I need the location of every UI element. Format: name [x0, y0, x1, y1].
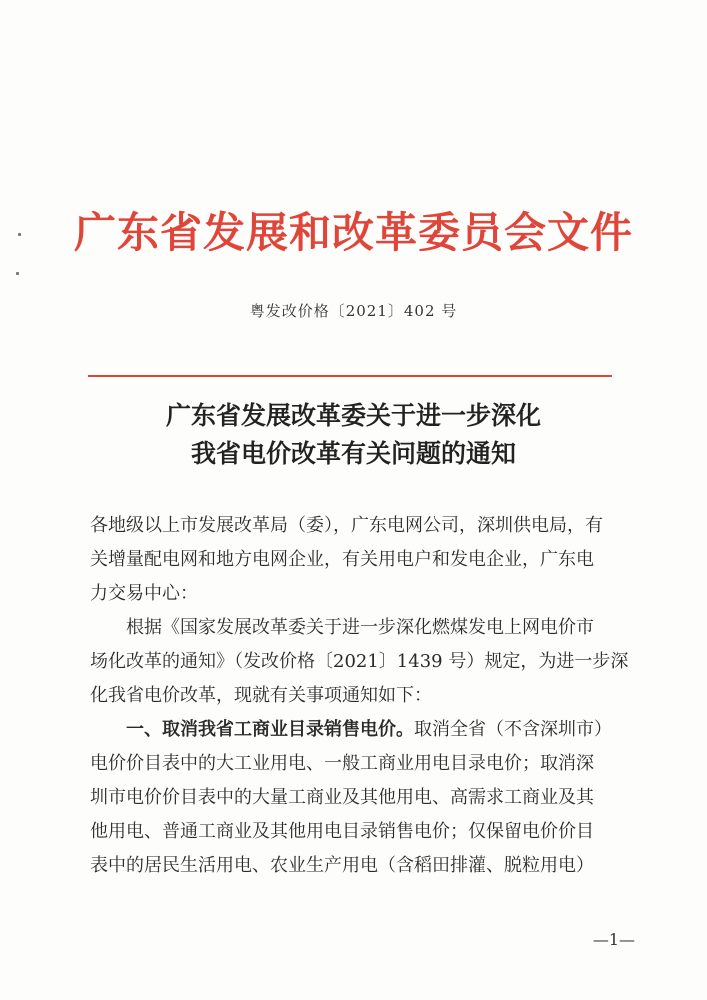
- paragraph-line: 化我省电价改革，现就有关事项通知如下：: [90, 685, 432, 706]
- page-number: —1—: [592, 930, 635, 949]
- notice-title-line-2: 我省电价改革有关问题的通知: [190, 439, 516, 468]
- red-separator-line: [88, 375, 612, 377]
- section-1-first-line: [90, 713, 634, 747]
- notice-title-line-1: 广东省发展改革委关于进一步深化: [165, 401, 541, 430]
- body-text: [90, 509, 634, 883]
- paragraph-line: 场化改革的通知》（发改价格〔2021〕1439 号）规定，为进一步深: [90, 651, 629, 672]
- scan-speck: [16, 272, 19, 275]
- paragraph-line: 根据《国家发展改革委关于进一步深化燃煤发电上网电价市: [126, 617, 594, 638]
- notice-title: [0, 397, 707, 473]
- addressee-line: 关增量配电网和地方电网企业，有关用电户和发电企业，广东电: [90, 549, 594, 570]
- addressee-line: 力交易中心：: [90, 583, 198, 604]
- section-1-first-line-rest: 取消全省（不含深圳市）: [414, 719, 612, 740]
- issuing-authority-title: 广东省发展和改革委员会文件: [73, 208, 633, 257]
- document-number: 粤发改价格〔2021〕402 号: [249, 302, 458, 320]
- section-1-line: 圳市电价价目表中的大量工商业及其他用电、高需求工商业及其: [90, 787, 594, 808]
- section-1-line: 他用电、普通工商业及其他用电目录销售电价；仅保留电价价目: [90, 821, 594, 842]
- section-1-line: 电价价目表中的大工业用电、一般工商业用电目录电价；取消深: [90, 753, 594, 774]
- addressee-line: 各地级以上市发展改革局（委），广东电网公司，深圳供电局，有: [90, 515, 603, 536]
- section-1-line: 表中的居民生活用电、农业生产用电（含稻田排灌、脱粒用电）: [90, 855, 594, 876]
- section-1-heading: 一、取消我省工商业目录销售电价。: [126, 719, 414, 740]
